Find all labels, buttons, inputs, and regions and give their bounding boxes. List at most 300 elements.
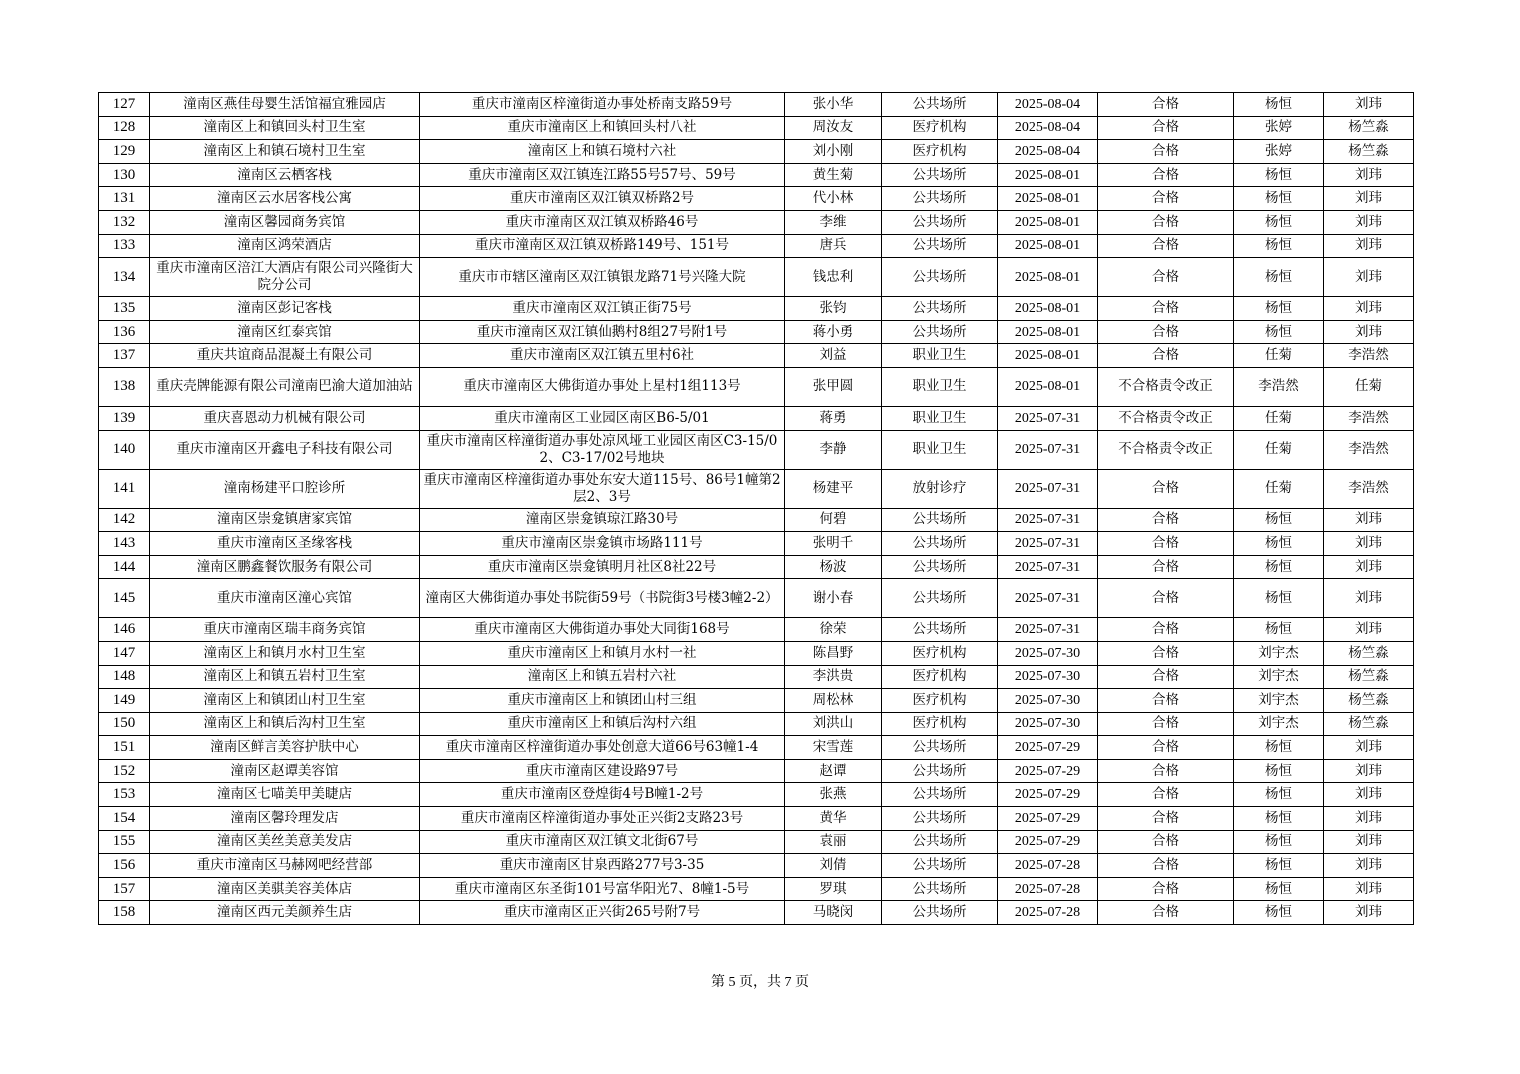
cell-address: 重庆市潼南区双江镇仙鹅村8组27号附1号 <box>420 320 785 344</box>
cell-record-number: 130 <box>99 163 150 187</box>
table-row <box>99 469 1414 508</box>
cell-inspection-date: 2025-08-01 <box>998 320 1098 344</box>
cell-inspector-primary: 杨恒 <box>1234 210 1324 234</box>
cell-address: 重庆市潼南区上和镇回头村八社 <box>420 116 785 140</box>
cell-address: 重庆市潼南区崇龛镇市场路111号 <box>420 532 785 556</box>
cell-address: 重庆市潼南区梓潼街道办事处桥南支路59号 <box>420 93 785 117</box>
cell-inspector-secondary: 刘玮 <box>1324 532 1414 556</box>
cell-inspection-date: 2025-08-01 <box>998 297 1098 321</box>
cell-establishment-name: 潼南区上和镇后沟村卫生室 <box>150 712 420 736</box>
cell-record-number: 128 <box>99 116 150 140</box>
cell-inspection-date: 2025-07-29 <box>998 830 1098 854</box>
cell-record-number: 157 <box>99 877 150 901</box>
cell-establishment-name: 重庆市潼南区涪江大酒店有限公司兴隆街大院分公司 <box>150 258 420 297</box>
cell-establishment-name: 潼南区崇龛镇唐家宾馆 <box>150 508 420 532</box>
table-row <box>99 665 1414 689</box>
cell-inspection-date: 2025-07-29 <box>998 759 1098 783</box>
cell-inspector-secondary: 刘玮 <box>1324 783 1414 807</box>
cell-responsible-person: 张明千 <box>785 532 882 556</box>
cell-result: 合格 <box>1098 93 1234 117</box>
cell-address: 重庆市潼南区工业园区南区B6-5/01 <box>420 406 785 430</box>
cell-category: 公共场所 <box>882 187 998 211</box>
cell-responsible-person: 罗琪 <box>785 877 882 901</box>
cell-establishment-name: 潼南区赵谭美容馆 <box>150 759 420 783</box>
cell-establishment-name: 重庆市潼南区开鑫电子科技有限公司 <box>150 430 420 469</box>
table-row <box>99 712 1414 736</box>
cell-establishment-name: 重庆喜恩动力机械有限公司 <box>150 406 420 430</box>
cell-address: 重庆市潼南区双江镇双桥路149号、151号 <box>420 234 785 258</box>
cell-record-number: 137 <box>99 344 150 368</box>
cell-inspector-primary: 杨恒 <box>1234 258 1324 297</box>
cell-record-number: 140 <box>99 430 150 469</box>
cell-establishment-name: 重庆共谊商品混凝土有限公司 <box>150 344 420 368</box>
cell-establishment-name: 重庆市潼南区马赫网吧经营部 <box>150 854 420 878</box>
table-row <box>99 807 1414 831</box>
cell-inspection-date: 2025-07-31 <box>998 508 1098 532</box>
cell-establishment-name: 潼南区燕佳母婴生活馆福宜雅园店 <box>150 93 420 117</box>
cell-establishment-name: 潼南区西元美颜养生店 <box>150 901 420 925</box>
cell-result: 合格 <box>1098 830 1234 854</box>
cell-inspector-secondary: 刘玮 <box>1324 618 1414 642</box>
cell-address: 重庆市潼南区登煌街4号B幢1-2号 <box>420 783 785 807</box>
cell-responsible-person: 黄华 <box>785 807 882 831</box>
cell-establishment-name: 潼南区美丝美意美发店 <box>150 830 420 854</box>
cell-responsible-person: 钱忠利 <box>785 258 882 297</box>
table-row <box>99 618 1414 642</box>
cell-responsible-person: 黄生菊 <box>785 163 882 187</box>
cell-establishment-name: 潼南区云水居客栈公寓 <box>150 187 420 211</box>
cell-address: 重庆市潼南区双江镇正街75号 <box>420 297 785 321</box>
cell-establishment-name: 潼南区红泰宾馆 <box>150 320 420 344</box>
cell-inspection-date: 2025-07-30 <box>998 641 1098 665</box>
cell-inspection-date: 2025-07-30 <box>998 712 1098 736</box>
cell-inspection-date: 2025-07-30 <box>998 665 1098 689</box>
cell-inspection-date: 2025-08-01 <box>998 367 1098 406</box>
cell-inspector-secondary: 任菊 <box>1324 367 1414 406</box>
cell-inspector-primary: 刘宇杰 <box>1234 641 1324 665</box>
table-row <box>99 93 1414 117</box>
cell-result: 合格 <box>1098 807 1234 831</box>
cell-establishment-name: 潼南区上和镇回头村卫生室 <box>150 116 420 140</box>
table-row <box>99 163 1414 187</box>
cell-inspector-primary: 杨恒 <box>1234 579 1324 618</box>
cell-inspection-date: 2025-08-01 <box>998 163 1098 187</box>
cell-record-number: 150 <box>99 712 150 736</box>
cell-category: 职业卫生 <box>882 367 998 406</box>
cell-result: 不合格责令改正 <box>1098 406 1234 430</box>
table-row <box>99 689 1414 713</box>
cell-category: 公共场所 <box>882 320 998 344</box>
cell-address: 重庆市潼南区甘泉西路277号3-35 <box>420 854 785 878</box>
cell-establishment-name: 潼南区彭记客栈 <box>150 297 420 321</box>
cell-inspector-secondary: 杨竺淼 <box>1324 689 1414 713</box>
cell-category: 医疗机构 <box>882 712 998 736</box>
cell-record-number: 156 <box>99 854 150 878</box>
cell-inspection-date: 2025-08-04 <box>998 140 1098 164</box>
cell-responsible-person: 张钧 <box>785 297 882 321</box>
cell-record-number: 131 <box>99 187 150 211</box>
cell-inspector-primary: 杨恒 <box>1234 532 1324 556</box>
cell-inspector-primary: 杨恒 <box>1234 93 1324 117</box>
cell-responsible-person: 刘倩 <box>785 854 882 878</box>
cell-inspector-secondary: 刘玮 <box>1324 508 1414 532</box>
cell-inspection-date: 2025-08-01 <box>998 344 1098 368</box>
cell-inspector-secondary: 李浩然 <box>1324 469 1414 508</box>
cell-address: 重庆市市辖区潼南区双江镇银龙路71号兴隆大院 <box>420 258 785 297</box>
cell-inspection-date: 2025-07-31 <box>998 618 1098 642</box>
cell-category: 公共场所 <box>882 736 998 760</box>
cell-record-number: 134 <box>99 258 150 297</box>
cell-result: 合格 <box>1098 210 1234 234</box>
cell-inspector-secondary: 杨竺淼 <box>1324 641 1414 665</box>
table-row <box>99 641 1414 665</box>
cell-result: 合格 <box>1098 469 1234 508</box>
cell-inspector-secondary: 刘玮 <box>1324 320 1414 344</box>
cell-category: 公共场所 <box>882 532 998 556</box>
cell-responsible-person: 刘洪山 <box>785 712 882 736</box>
cell-category: 公共场所 <box>882 508 998 532</box>
cell-address: 重庆市潼南区梓潼街道办事处凉风垭工业园区南区C3-15/02、C3-17/02号地块 <box>420 430 785 469</box>
cell-inspector-primary: 杨恒 <box>1234 618 1324 642</box>
cell-category: 医疗机构 <box>882 116 998 140</box>
cell-address: 重庆市潼南区正兴街265号附7号 <box>420 901 785 925</box>
cell-result: 合格 <box>1098 618 1234 642</box>
cell-address: 重庆市潼南区双江镇双桥路2号 <box>420 187 785 211</box>
cell-inspector-primary: 杨恒 <box>1234 877 1324 901</box>
cell-inspector-primary: 任菊 <box>1234 469 1324 508</box>
cell-establishment-name: 潼南区鸿荣酒店 <box>150 234 420 258</box>
cell-result: 合格 <box>1098 901 1234 925</box>
cell-result: 合格 <box>1098 736 1234 760</box>
cell-record-number: 129 <box>99 140 150 164</box>
cell-record-number: 148 <box>99 665 150 689</box>
cell-address: 重庆市潼南区双江镇文北街67号 <box>420 830 785 854</box>
cell-record-number: 141 <box>99 469 150 508</box>
cell-establishment-name: 潼南区上和镇石境村卫生室 <box>150 140 420 164</box>
cell-record-number: 132 <box>99 210 150 234</box>
cell-address: 重庆市潼南区梓潼街道办事处正兴街2支路23号 <box>420 807 785 831</box>
cell-address: 重庆市潼南区梓潼街道办事处东安大道115号、86号1幢第2层2、3号 <box>420 469 785 508</box>
cell-result: 合格 <box>1098 555 1234 579</box>
table-row <box>99 187 1414 211</box>
cell-inspector-primary: 刘宇杰 <box>1234 712 1324 736</box>
table-row <box>99 140 1414 164</box>
cell-result: 合格 <box>1098 759 1234 783</box>
cell-inspection-date: 2025-07-28 <box>998 854 1098 878</box>
cell-record-number: 143 <box>99 532 150 556</box>
cell-record-number: 152 <box>99 759 150 783</box>
cell-inspection-date: 2025-07-29 <box>998 807 1098 831</box>
cell-responsible-person: 陈昌野 <box>785 641 882 665</box>
cell-establishment-name: 潼南区上和镇五岩村卫生室 <box>150 665 420 689</box>
cell-category: 职业卫生 <box>882 344 998 368</box>
table-row <box>99 579 1414 618</box>
cell-inspector-secondary: 杨竺淼 <box>1324 140 1414 164</box>
cell-inspector-secondary: 刘玮 <box>1324 579 1414 618</box>
cell-result: 合格 <box>1098 163 1234 187</box>
cell-inspector-secondary: 刘玮 <box>1324 297 1414 321</box>
cell-inspection-date: 2025-08-04 <box>998 93 1098 117</box>
table-row <box>99 367 1414 406</box>
cell-inspector-primary: 杨恒 <box>1234 320 1324 344</box>
table-row <box>99 877 1414 901</box>
cell-inspection-date: 2025-07-31 <box>998 555 1098 579</box>
cell-category: 公共场所 <box>882 297 998 321</box>
cell-category: 医疗机构 <box>882 641 998 665</box>
cell-result: 合格 <box>1098 116 1234 140</box>
cell-address: 重庆市潼南区大佛街道办事处大同街168号 <box>420 618 785 642</box>
cell-address: 重庆市潼南区双江镇连江路55号57号、59号 <box>420 163 785 187</box>
cell-category: 职业卫生 <box>882 430 998 469</box>
cell-establishment-name: 潼南区云栖客栈 <box>150 163 420 187</box>
cell-inspection-date: 2025-08-01 <box>998 258 1098 297</box>
table-row <box>99 344 1414 368</box>
cell-inspector-secondary: 刘玮 <box>1324 877 1414 901</box>
cell-responsible-person: 何碧 <box>785 508 882 532</box>
cell-establishment-name: 潼南杨建平口腔诊所 <box>150 469 420 508</box>
cell-inspector-secondary: 刘玮 <box>1324 555 1414 579</box>
cell-category: 公共场所 <box>882 258 998 297</box>
cell-inspection-date: 2025-08-01 <box>998 187 1098 211</box>
cell-result: 合格 <box>1098 234 1234 258</box>
cell-responsible-person: 蒋小勇 <box>785 320 882 344</box>
cell-category: 医疗机构 <box>882 140 998 164</box>
cell-record-number: 142 <box>99 508 150 532</box>
page-footer <box>0 971 1520 991</box>
cell-result: 合格 <box>1098 712 1234 736</box>
cell-establishment-name: 潼南区鹏鑫餐饮服务有限公司 <box>150 555 420 579</box>
cell-record-number: 153 <box>99 783 150 807</box>
cell-record-number: 146 <box>99 618 150 642</box>
cell-category: 公共场所 <box>882 579 998 618</box>
cell-category: 公共场所 <box>882 854 998 878</box>
cell-category: 医疗机构 <box>882 689 998 713</box>
table-row <box>99 297 1414 321</box>
cell-result: 不合格责令改正 <box>1098 367 1234 406</box>
cell-inspector-primary: 任菊 <box>1234 430 1324 469</box>
cell-inspection-date: 2025-07-31 <box>998 469 1098 508</box>
cell-responsible-person: 李静 <box>785 430 882 469</box>
cell-inspection-date: 2025-08-04 <box>998 116 1098 140</box>
table-row <box>99 854 1414 878</box>
cell-establishment-name: 潼南区美骐美容美体店 <box>150 877 420 901</box>
cell-establishment-name: 潼南区鲜言美容护肤中心 <box>150 736 420 760</box>
cell-inspector-secondary: 李浩然 <box>1324 406 1414 430</box>
cell-address: 潼南区崇龛镇琼江路30号 <box>420 508 785 532</box>
cell-establishment-name: 重庆市潼南区圣缘客栈 <box>150 532 420 556</box>
cell-category: 公共场所 <box>882 783 998 807</box>
cell-responsible-person: 宋雪莲 <box>785 736 882 760</box>
cell-category: 公共场所 <box>882 901 998 925</box>
cell-record-number: 151 <box>99 736 150 760</box>
cell-result: 合格 <box>1098 344 1234 368</box>
cell-inspector-secondary: 刘玮 <box>1324 163 1414 187</box>
cell-inspector-secondary: 刘玮 <box>1324 258 1414 297</box>
cell-result: 合格 <box>1098 783 1234 807</box>
cell-inspector-secondary: 刘玮 <box>1324 234 1414 258</box>
cell-category: 公共场所 <box>882 830 998 854</box>
cell-responsible-person: 杨建平 <box>785 469 882 508</box>
cell-result: 合格 <box>1098 320 1234 344</box>
cell-record-number: 133 <box>99 234 150 258</box>
cell-responsible-person: 蒋勇 <box>785 406 882 430</box>
cell-responsible-person: 李洪贵 <box>785 665 882 689</box>
cell-inspector-primary: 杨恒 <box>1234 297 1324 321</box>
table-row <box>99 759 1414 783</box>
cell-category: 公共场所 <box>882 555 998 579</box>
cell-responsible-person: 谢小春 <box>785 579 882 618</box>
cell-inspector-primary: 杨恒 <box>1234 759 1324 783</box>
table-row <box>99 532 1414 556</box>
cell-inspection-date: 2025-07-31 <box>998 532 1098 556</box>
cell-record-number: 138 <box>99 367 150 406</box>
cell-inspector-secondary: 刘玮 <box>1324 759 1414 783</box>
cell-establishment-name: 潼南区上和镇团山村卫生室 <box>150 689 420 713</box>
cell-inspector-primary: 杨恒 <box>1234 508 1324 532</box>
cell-result: 不合格责令改正 <box>1098 430 1234 469</box>
cell-inspection-date: 2025-07-28 <box>998 877 1098 901</box>
cell-result: 合格 <box>1098 665 1234 689</box>
cell-result: 合格 <box>1098 641 1234 665</box>
cell-inspection-date: 2025-08-01 <box>998 234 1098 258</box>
cell-result: 合格 <box>1098 297 1234 321</box>
table-row <box>99 116 1414 140</box>
cell-responsible-person: 袁丽 <box>785 830 882 854</box>
cell-inspector-primary: 杨恒 <box>1234 187 1324 211</box>
cell-inspector-secondary: 刘玮 <box>1324 901 1414 925</box>
table-row <box>99 210 1414 234</box>
cell-establishment-name: 潼南区七喵美甲美睫店 <box>150 783 420 807</box>
cell-inspector-primary: 杨恒 <box>1234 854 1324 878</box>
cell-address: 重庆市潼南区上和镇月水村一社 <box>420 641 785 665</box>
table-row <box>99 406 1414 430</box>
cell-category: 职业卫生 <box>882 406 998 430</box>
cell-responsible-person: 徐荣 <box>785 618 882 642</box>
cell-inspector-secondary: 刘玮 <box>1324 187 1414 211</box>
cell-category: 公共场所 <box>882 93 998 117</box>
cell-responsible-person: 周汝友 <box>785 116 882 140</box>
cell-record-number: 136 <box>99 320 150 344</box>
table-row <box>99 258 1414 297</box>
table-row <box>99 736 1414 760</box>
cell-address: 潼南区上和镇石境村六社 <box>420 140 785 164</box>
cell-category: 公共场所 <box>882 234 998 258</box>
cell-establishment-name: 重庆壳牌能源有限公司潼南巴渝大道加油站 <box>150 367 420 406</box>
cell-record-number: 155 <box>99 830 150 854</box>
cell-establishment-name: 潼南区馨园商务宾馆 <box>150 210 420 234</box>
cell-inspector-primary: 刘宇杰 <box>1234 665 1324 689</box>
table-row <box>99 320 1414 344</box>
cell-inspector-primary: 刘宇杰 <box>1234 689 1324 713</box>
cell-address: 重庆市潼南区上和镇团山村三组 <box>420 689 785 713</box>
inspection-records-table <box>98 92 1414 925</box>
cell-result: 合格 <box>1098 854 1234 878</box>
cell-address: 重庆市潼南区双江镇双桥路46号 <box>420 210 785 234</box>
cell-inspector-secondary: 李浩然 <box>1324 344 1414 368</box>
cell-inspector-primary: 任菊 <box>1234 344 1324 368</box>
table-row <box>99 901 1414 925</box>
cell-inspector-secondary: 刘玮 <box>1324 807 1414 831</box>
cell-category: 公共场所 <box>882 807 998 831</box>
cell-inspector-primary: 杨恒 <box>1234 736 1324 760</box>
cell-responsible-person: 张甲圆 <box>785 367 882 406</box>
cell-inspector-secondary: 杨竺淼 <box>1324 712 1414 736</box>
cell-category: 医疗机构 <box>882 665 998 689</box>
cell-responsible-person: 马晓闵 <box>785 901 882 925</box>
cell-record-number: 127 <box>99 93 150 117</box>
cell-responsible-person: 赵谭 <box>785 759 882 783</box>
table-row <box>99 430 1414 469</box>
cell-inspection-date: 2025-07-30 <box>998 689 1098 713</box>
cell-inspector-primary: 杨恒 <box>1234 901 1324 925</box>
cell-result: 合格 <box>1098 508 1234 532</box>
cell-inspector-primary: 杨恒 <box>1234 163 1324 187</box>
cell-inspector-secondary: 杨竺淼 <box>1324 116 1414 140</box>
cell-establishment-name: 重庆市潼南区潼心宾馆 <box>150 579 420 618</box>
cell-inspection-date: 2025-07-29 <box>998 783 1098 807</box>
cell-inspector-secondary: 刘玮 <box>1324 854 1414 878</box>
cell-result: 合格 <box>1098 532 1234 556</box>
cell-inspector-secondary: 刘玮 <box>1324 736 1414 760</box>
cell-address: 重庆市潼南区东圣街101号富华阳光7、8幢1-5号 <box>420 877 785 901</box>
cell-result: 合格 <box>1098 140 1234 164</box>
cell-responsible-person: 刘小刚 <box>785 140 882 164</box>
table-row <box>99 234 1414 258</box>
cell-inspector-primary: 杨恒 <box>1234 830 1324 854</box>
cell-inspector-secondary: 李浩然 <box>1324 430 1414 469</box>
table-row <box>99 830 1414 854</box>
cell-responsible-person: 周松林 <box>785 689 882 713</box>
table-body <box>99 93 1414 925</box>
cell-inspector-secondary: 刘玮 <box>1324 830 1414 854</box>
cell-result: 合格 <box>1098 689 1234 713</box>
cell-inspection-date: 2025-08-01 <box>998 210 1098 234</box>
cell-inspection-date: 2025-07-28 <box>998 901 1098 925</box>
cell-responsible-person: 杨波 <box>785 555 882 579</box>
cell-category: 放射诊疗 <box>882 469 998 508</box>
cell-address: 重庆市潼南区崇龛镇明月社区8社22号 <box>420 555 785 579</box>
cell-result: 合格 <box>1098 877 1234 901</box>
cell-result: 合格 <box>1098 187 1234 211</box>
cell-address: 潼南区大佛街道办事处书院街59号（书院街3号楼3幢2-2） <box>420 579 785 618</box>
cell-address: 重庆市潼南区上和镇后沟村六组 <box>420 712 785 736</box>
cell-responsible-person: 唐兵 <box>785 234 882 258</box>
cell-record-number: 154 <box>99 807 150 831</box>
cell-responsible-person: 张小华 <box>785 93 882 117</box>
cell-responsible-person: 刘益 <box>785 344 882 368</box>
cell-inspector-primary: 杨恒 <box>1234 783 1324 807</box>
cell-address: 重庆市潼南区大佛街道办事处上星村1组113号 <box>420 367 785 406</box>
cell-address: 重庆市潼南区建设路97号 <box>420 759 785 783</box>
cell-result: 合格 <box>1098 258 1234 297</box>
cell-record-number: 158 <box>99 901 150 925</box>
cell-inspector-primary: 杨恒 <box>1234 234 1324 258</box>
page-number-text: 第 5 页，共 7 页 <box>711 975 809 990</box>
cell-record-number: 147 <box>99 641 150 665</box>
cell-category: 公共场所 <box>882 877 998 901</box>
cell-record-number: 149 <box>99 689 150 713</box>
cell-inspector-primary: 杨恒 <box>1234 555 1324 579</box>
cell-category: 公共场所 <box>882 163 998 187</box>
table-row <box>99 555 1414 579</box>
cell-inspector-primary: 杨恒 <box>1234 807 1324 831</box>
cell-address: 重庆市潼南区梓潼街道办事处创意大道66号63幢1-4 <box>420 736 785 760</box>
cell-establishment-name: 潼南区馨玲理发店 <box>150 807 420 831</box>
cell-category: 公共场所 <box>882 618 998 642</box>
cell-inspector-secondary: 刘玮 <box>1324 93 1414 117</box>
cell-inspector-primary: 张婷 <box>1234 140 1324 164</box>
cell-inspection-date: 2025-07-29 <box>998 736 1098 760</box>
